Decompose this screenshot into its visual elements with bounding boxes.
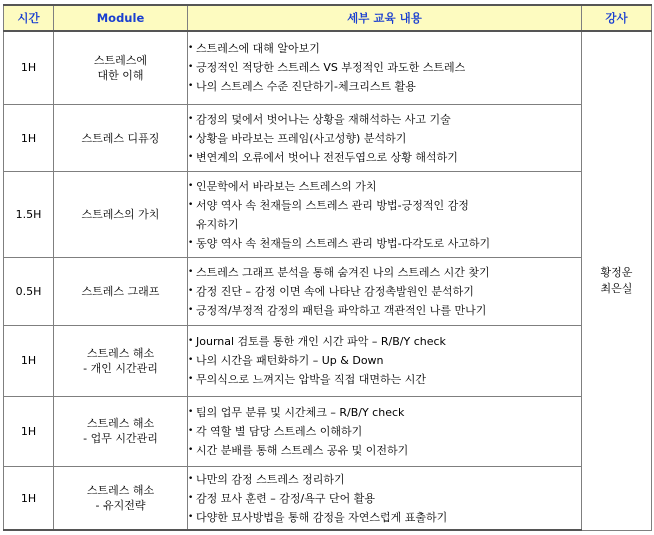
list-item — [188, 332, 581, 351]
list-item-text: Journal 검토를 통한 개인 시간 파악 – R/B/Y check — [196, 335, 446, 349]
module-name-line: 스트레스 그래프 — [81, 285, 160, 299]
bullet-icon: • — [188, 305, 194, 316]
list-item-text: 다양한 묘사방법을 통해 감정을 자연스럽게 표출하기 — [196, 510, 448, 524]
bullet-icon: • — [188, 473, 194, 484]
table-row — [4, 326, 652, 396]
list-item — [188, 148, 581, 167]
details-cell — [188, 326, 582, 396]
list-item — [188, 282, 581, 301]
bullet-icon: • — [188, 406, 194, 417]
module-cell — [54, 326, 188, 396]
module-name-line: 스트레스 해소 — [86, 484, 155, 498]
list-item — [188, 489, 581, 508]
bullet-icon: • — [188, 151, 194, 162]
list-item — [188, 129, 581, 148]
module-name-line: - 유지전략 — [95, 499, 146, 513]
module-name-line: 스트레스의 가치 — [81, 208, 160, 222]
table-body — [4, 31, 652, 530]
time-cell: 1H — [4, 396, 54, 466]
list-item — [188, 351, 581, 370]
list-item — [188, 196, 581, 234]
header-instructor: 강사 — [582, 5, 652, 31]
list-item — [188, 441, 581, 460]
list-item-text: 감정의 덫에서 벗어나는 상황을 재해석하는 사고 기술 — [196, 112, 451, 126]
module-name-line: 대한 이해 — [97, 68, 144, 82]
time-cell: 1H — [4, 326, 54, 396]
list-item-text: 동양 역사 속 천재들의 스트레스 관리 방법-다각도로 사고하기 — [196, 236, 491, 250]
list-item-text: 각 역할 별 담당 스트레스 이해하기 — [196, 424, 363, 438]
bullet-icon: • — [188, 286, 194, 297]
list-item — [188, 403, 581, 422]
header-details: 세부 교육 내용 — [188, 5, 582, 31]
list-item-text: 인문학에서 바라보는 스트레스의 가치 — [196, 179, 377, 193]
details-list — [188, 263, 581, 320]
list-item — [188, 234, 581, 253]
list-item-text: 스트레스에 대해 알아보기 — [196, 42, 320, 56]
table-row — [4, 396, 652, 466]
list-item-text: 무의식으로 느껴지는 압박을 직접 대면하는 시간 — [196, 373, 427, 387]
list-item-text: 시간 분배를 통해 스트레스 공유 및 이전하기 — [196, 443, 409, 457]
bullet-icon: • — [188, 132, 194, 143]
list-item-text: 긍정적/부정적 감정의 패턴을 파악하고 객관적인 나를 만나기 — [196, 304, 487, 318]
bullet-icon: • — [188, 43, 194, 54]
table-row — [4, 172, 652, 258]
instructor-name: 황정운 — [600, 265, 633, 279]
list-item — [188, 508, 581, 527]
details-cell — [188, 467, 582, 530]
list-item-text: 유지하기 — [196, 217, 239, 231]
bullet-icon: • — [188, 355, 194, 366]
details-list — [188, 110, 581, 167]
module-name-line: 스트레스에 — [93, 53, 148, 67]
module-name-line: - 업무 시간관리 — [83, 432, 158, 446]
bullet-icon: • — [188, 62, 194, 73]
bullet-icon: • — [188, 336, 194, 347]
list-item — [188, 58, 581, 77]
bullet-icon: • — [188, 180, 194, 191]
time-cell: 1H — [4, 31, 54, 104]
list-item — [188, 301, 581, 320]
module-name-line: - 개인 시간관리 — [83, 361, 158, 375]
time-cell: 0.5H — [4, 257, 54, 325]
list-item-text: 나만의 감정 스트레스 정리하기 — [196, 472, 345, 486]
instructor-cell — [582, 31, 652, 530]
list-item-text: 긍정적인 적당한 스트레스 VS 부정적인 과도한 스트레스 — [196, 61, 466, 75]
bullet-icon: • — [188, 444, 194, 455]
table-row — [4, 31, 652, 104]
bullet-icon: • — [188, 492, 194, 503]
details-cell — [188, 396, 582, 466]
list-item-text: 상황을 바라보는 프레임(사고성향) 분석하기 — [196, 131, 407, 145]
bullet-icon: • — [188, 237, 194, 248]
list-item-text: 감정 진단 – 감정 이면 속에 나타난 감정촉발원인 분석하기 — [196, 285, 474, 299]
module-name-line: 스트레스 해소 — [86, 346, 155, 360]
list-item-text: 나의 스트레스 수준 진단하기-체크리스트 활용 — [196, 80, 416, 94]
module-cell — [54, 172, 188, 258]
list-item-text: 스트레스 그래프 분석을 통해 숨겨진 나의 스트레스 시간 찾기 — [196, 266, 490, 280]
details-list — [188, 403, 581, 460]
module-cell — [54, 31, 188, 104]
table-row — [4, 467, 652, 530]
bullet-icon: • — [188, 267, 194, 278]
bullet-icon: • — [188, 425, 194, 436]
module-cell — [54, 104, 188, 171]
bullet-icon: • — [188, 199, 194, 210]
list-item — [188, 263, 581, 282]
list-item — [188, 39, 581, 58]
details-list — [188, 177, 581, 253]
curriculum-table — [3, 4, 652, 531]
list-item — [188, 470, 581, 489]
bullet-icon: • — [188, 81, 194, 92]
module-cell — [54, 396, 188, 466]
list-item-text: 팀의 업무 분류 및 시간체크 – R/B/Y check — [196, 405, 405, 419]
table-row — [4, 257, 652, 325]
details-list — [188, 470, 581, 527]
bullet-icon: • — [188, 511, 194, 522]
time-cell: 1.5H — [4, 172, 54, 258]
time-cell: 1H — [4, 104, 54, 171]
table-row — [4, 104, 652, 171]
header-time: 시간 — [4, 5, 54, 31]
details-list — [188, 39, 581, 96]
list-item — [188, 77, 581, 96]
list-item-text: 서양 역사 속 천재들의 스트레스 관리 방법-긍정적인 감정 — [196, 198, 469, 212]
list-item — [188, 110, 581, 129]
header-module: Module — [54, 5, 188, 31]
module-cell — [54, 467, 188, 530]
details-list — [188, 332, 581, 389]
module-cell — [54, 257, 188, 325]
list-item-text: 나의 시간을 패턴화하기 – Up & Down — [196, 354, 384, 368]
list-item — [188, 177, 581, 196]
details-cell — [188, 31, 582, 104]
list-item-text: 변연계의 오류에서 벗어나 전전두엽으로 상황 해석하기 — [196, 150, 458, 164]
details-cell — [188, 257, 582, 325]
module-name-line: 스트레스 해소 — [86, 417, 155, 431]
details-cell — [188, 104, 582, 171]
list-item — [188, 370, 581, 389]
details-cell — [188, 172, 582, 258]
time-cell: 1H — [4, 467, 54, 530]
instructor-name: 최은실 — [600, 281, 633, 295]
list-item — [188, 422, 581, 441]
bullet-icon: • — [188, 113, 194, 124]
list-item-text: 감정 묘사 훈련 – 감정/욕구 단어 활용 — [196, 491, 375, 505]
module-name-line: 스트레스 디퓨징 — [81, 131, 160, 145]
bullet-icon: • — [188, 374, 194, 385]
table-header-row — [4, 5, 652, 31]
